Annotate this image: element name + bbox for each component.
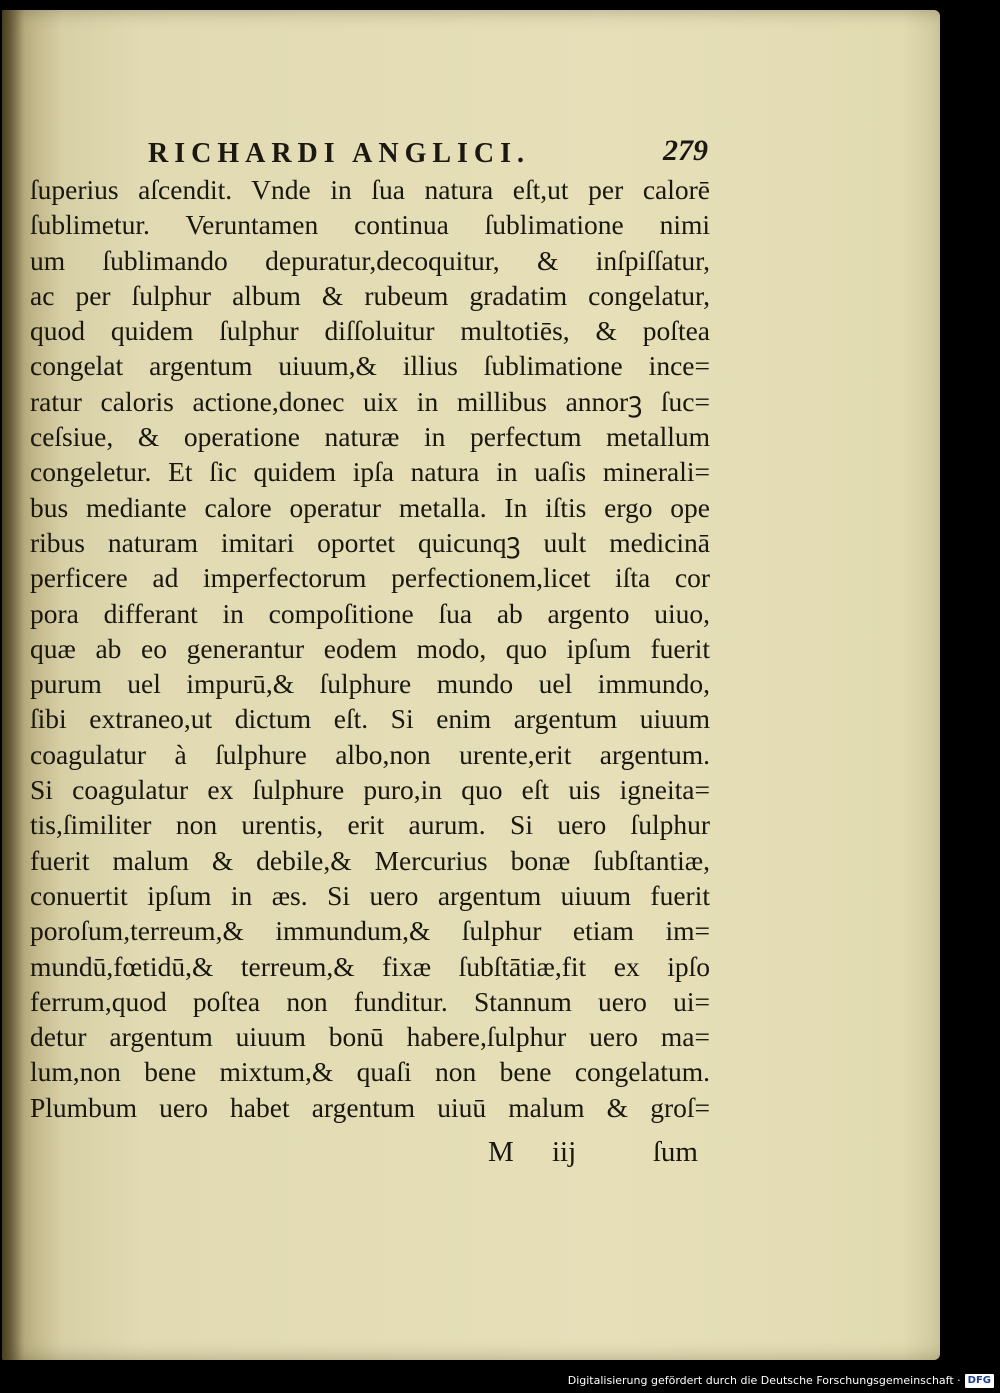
text-line: ribus naturam imitari oportet quicunqꝫ uult medicinā (30, 526, 710, 558)
page-number: 279 (663, 134, 708, 167)
digitization-credit (568, 1371, 994, 1391)
text-line: ac per ſulphur album & rubeum gradatim congelatur, (30, 279, 710, 311)
text-line: ſublimetur. Veruntamen continua ſublimatione nimi (30, 209, 710, 241)
text-line: congeletur. Et ſic quidem ipſa natura in uaſis minerali= (30, 456, 710, 488)
text-line: congelat argentum uiuum,& illius ſublimatione ince= (30, 350, 710, 382)
page-header (148, 132, 708, 172)
text-line: ſuperius aſcendit. Vnde in ſua natura eſt,ut per calorē (30, 174, 710, 205)
text-line: lum,non bene mixtum,& quaſi non bene congelatum. (30, 1056, 710, 1088)
text-line: poroſum,terreum,& immundum,& ſulphur etiam im= (30, 915, 710, 947)
credit-text: Digitalisierung gefördert durch die Deutsche Forschungsgemeinschaft · (567, 1374, 961, 1387)
text-line: ratur caloris actione,donec uix in millibus annorꝫ ſuc= (30, 385, 710, 417)
text-line: quæ ab eo generantur eodem modo, quo ipſum fuerit (30, 632, 710, 664)
text-line: ceſsiue, & operatione naturæ in perfectum metallum (30, 421, 710, 453)
text-line: bus mediante calore operatur metalla. In iſtis ergo ope (30, 491, 710, 523)
text-line: ſibi extraneo,ut dictum eſt. Si enim argentum uiuum (30, 703, 710, 735)
text-line: detur argentum uiuum bonū habere,ſulphur uero ma= (30, 1021, 710, 1053)
text-line: tis,ſimiliter non urentis, erit aurum. Si uero ſulphur (30, 809, 710, 841)
running-head: RICHARDI ANGLICI. (148, 138, 531, 169)
text-line: conuertit ipſum in æs. Si uero argentum uiuum fuerit (30, 879, 710, 911)
text-line: pora differant in compoſitione ſua ab argento uiuo, (30, 597, 710, 629)
text-line: um ſublimando depuratur,decoquitur, & inſpiſſatur, (30, 244, 710, 276)
signature-line (488, 1136, 698, 1172)
text-line: Si coagulatur ex ſulphure puro,in quo eſt uis igneita= (30, 774, 710, 806)
text-line: perficere ad imperfectorum perfectionem,licet iſta cor (30, 562, 710, 594)
text-line: Plumbum uero habet argentum uiuū malum & groſ= (30, 1091, 710, 1123)
dfg-logo-icon: DFG (965, 1374, 994, 1388)
signature-number: iij (552, 1136, 577, 1168)
body-text (30, 172, 710, 1125)
page-gutter-shadow (2, 10, 24, 1360)
text-line: ferrum,quod poſtea non funditur. Stannum uero ui= (30, 985, 710, 1017)
text-line: purum uel impurū,& ſulphure mundo uel immundo, (30, 668, 710, 700)
text-line: coagulatur à ſulphure albo,non urente,erit argentum. (30, 738, 710, 770)
catchword: ſum (652, 1136, 698, 1168)
signature-mark: M (488, 1136, 514, 1168)
text-line: fuerit malum & debile,& Mercurius bonæ ſubſtantiæ, (30, 844, 710, 876)
text-line: mundū,fœtidū,& terreum,& fixæ ſubſtātiæ,fit ex ipſo (30, 950, 710, 982)
text-line: quod quidem ſulphur diſſoluitur multotiēs, & poſtea (30, 315, 710, 347)
